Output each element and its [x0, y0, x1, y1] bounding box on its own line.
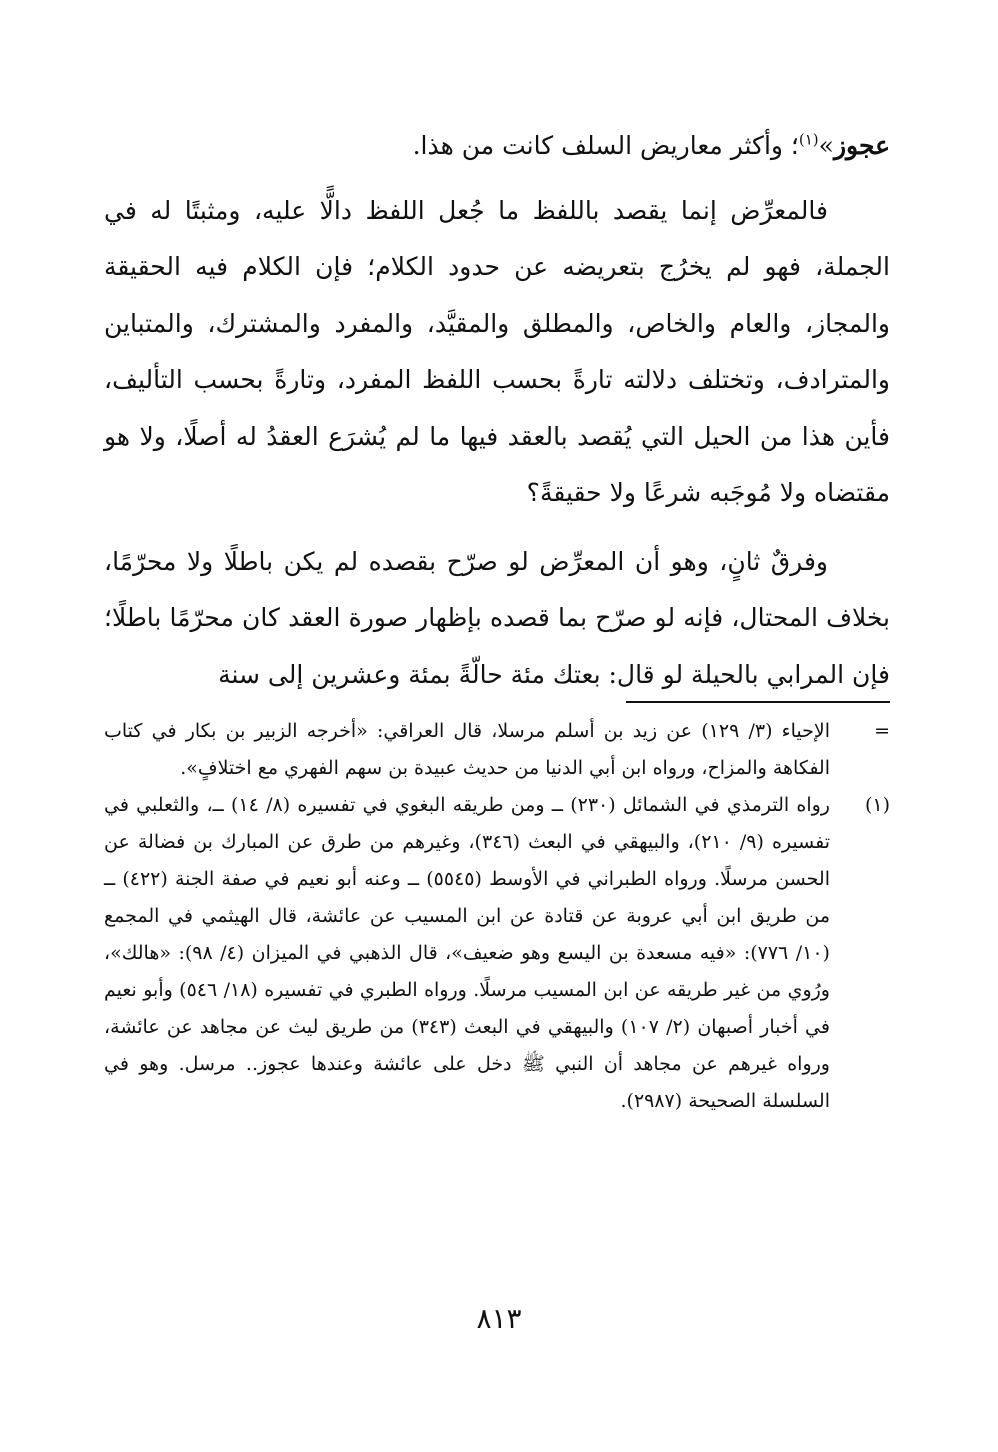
page-number: ٨١٣ [476, 1302, 522, 1335]
footnote-1-mark: (١) [864, 794, 890, 816]
footnote-1-text: رواه الترمذي في الشمائل (٢٣٠) ــ ومن طريقه البغوي في تفسيره (٨/ ١٤) ــ، والثعلبي في تفسيره (٩/ ٢١٠)، والبيهقي في البعث (٣٤٦)، وغيرهم من طرق عن المبارك بن فضالة عن الحسن مرسلًا. ورواه الطبراني في الأوسط (٥٥٤٥) ــ وعنه أبو نعيم في صفة الجنة (٤٢٢) ــ من طريق ابن أبي عروبة عن قتادة عن ابن المسيب عن عائشة، قال الهيثمي في المجمع (١٠/ ٧٧٦): «فيه مسعدة بن اليسع وهو ضعيف»، قال الذهبي في الميزان (٤/ ٩٨): «هالك»، ورُوي من غير طريقه عن ابن المسيب مرسلًا. ورواه الطبري في تفسيره (١٨/ ٥٤٦) وأبو نعيم في أخبار أصبهان (٢/ ١٠٧) والبيهقي في البعث (٣٤٣) من طريق ليث عن مجاهد عن عائشة، ورواه غيرهم عن مجاهد أن النبي ﷺ دخل على عائشة وعندها عجوز.. مرسل. وهو في السلسلة الصحيحة (٢٩٨٧). [104, 794, 830, 1112]
continuation-text: الإحياء (٣/ ١٢٩) عن زيد بن أسلم مرسلا، قال العراقي: «أخرجه الزبير بن بكار في كتاب الفكاهة والمزاح، ورواه ابن أبي الدنيا من حديث عبيدة بن سهم الفهري مع اختلافٍ». [104, 720, 830, 779]
paragraph-2: فالمعرِّض إنما يقصد باللفظ ما جُعل اللفظ دالًّا عليه، ومثبتًا له في الجملة، فهو لم يخرُج بتعريضه عن حدود الكلام؛ فإن الكلام فيه الحقيقة والمجاز، والعام والخاص، والمطلق والمقيَّد، والمفرد والمشترك، والمتباين والمترادف، وتختلف دلالته تارةً بحسب اللفظ المفرد، وتارةً بحسب التأليف، فأين هذا من الحيل التي يُقصد بالعقد فيها ما لم يُشرَع العقدُ له أصلًا، ولا هو مقتضاه ولا مُوجَبه شرعًا ولا حقيقةً؟ [104, 195, 890, 507]
main-text [104, 118, 890, 715]
bold-word: عجوز [833, 131, 890, 160]
footnote-separator [626, 701, 890, 703]
footnote-ref: (١) [798, 130, 819, 149]
footnote-1 [104, 787, 890, 1120]
continuation-mark: = [874, 720, 890, 742]
footnotes [104, 713, 890, 1120]
quote-close: » [818, 131, 834, 160]
footnote-continuation [104, 713, 890, 787]
paragraph-1-text: ؛ وأكثر معاريض السلف كانت من هذا. [412, 131, 799, 160]
paragraph-3: وفرقٌ ثانٍ، وهو أن المعرِّض لو صرّح بقصده لم يكن باطلًا ولا محرّمًا، بخلاف المحتال، فإنه لو صرّح بما قصده بإظهار صورة العقد كان محرّمًا باطلًا؛ فإن المرابي بالحيلة لو قال: بعتك مئة حالّةً بمئة وعشرين إلى سنة [104, 546, 890, 689]
paragraph-1 [104, 118, 890, 175]
